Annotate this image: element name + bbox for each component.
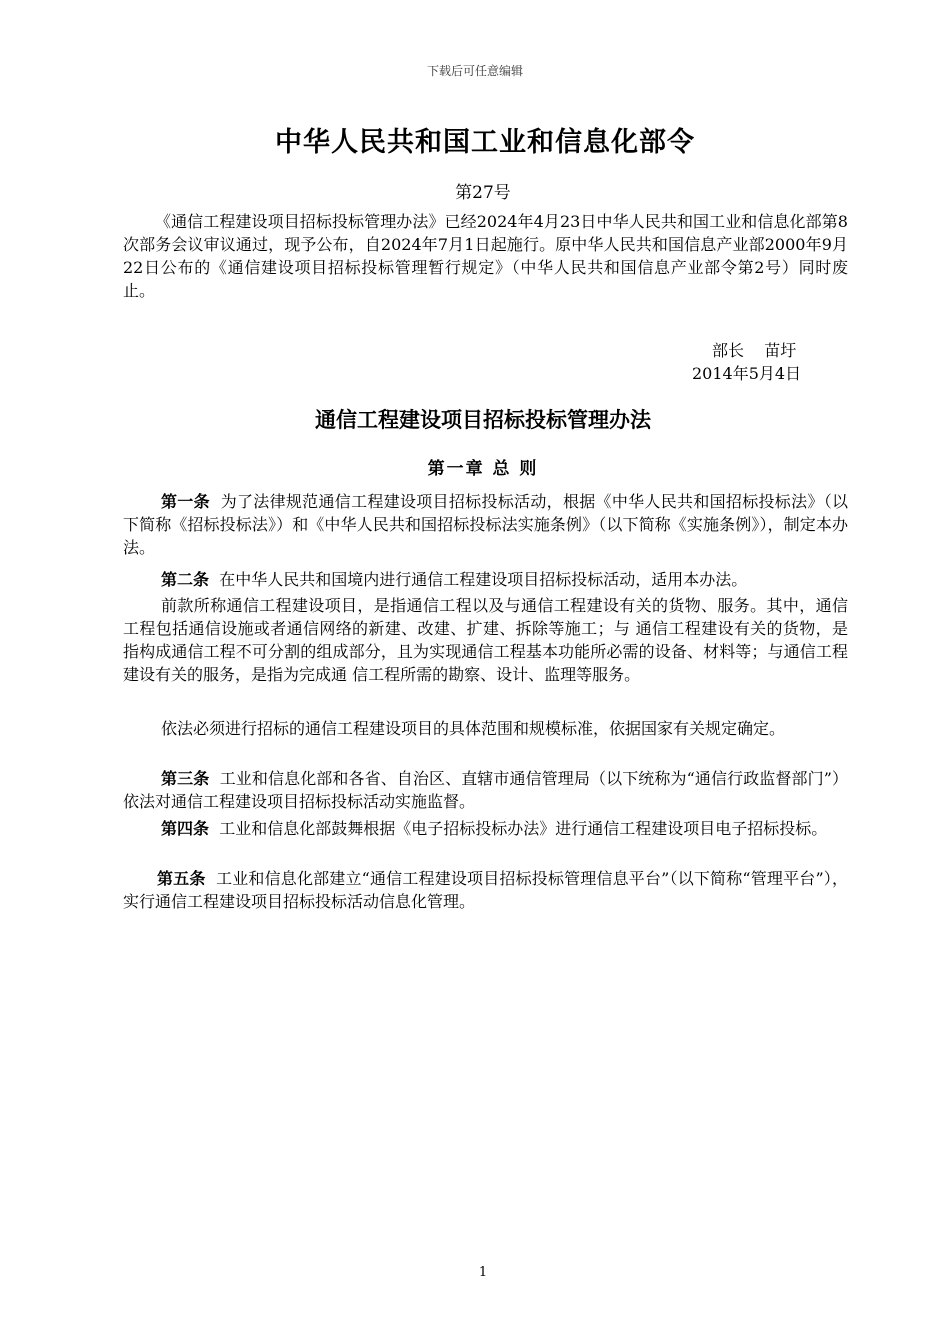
article-1 bbox=[123, 490, 848, 559]
article-label: 第三条 bbox=[161, 769, 210, 788]
regulation-title: 通信工程建设项目招标投标管理办法 bbox=[315, 407, 651, 432]
signature-line bbox=[712, 338, 796, 361]
header-note: 下载后可任意编辑 bbox=[426, 64, 523, 78]
signature-name: 苗圩 bbox=[764, 341, 797, 360]
article-label: 第二条 bbox=[161, 570, 210, 589]
article-2-paragraph-2 bbox=[123, 594, 848, 686]
article-label: 第四条 bbox=[161, 819, 210, 838]
article-4 bbox=[123, 817, 848, 840]
document-number: 第27号 bbox=[455, 183, 511, 203]
article-text: 工业和信息化部建立“通信工程建设项目招标投标管理信息平台”（以下简称“管理平台”），实行通信工程建设项目招标投标活动信息化管理。 bbox=[123, 869, 848, 911]
article-text: 工业和信息化部鼓舞根据《电子招标投标办法》进行通信工程建设项目电子招标投标。 bbox=[219, 819, 828, 838]
preamble-paragraph: 《通信工程建设项目招标投标管理办法》已经2024年4月23日中华人民共和国工业和信息化部第8次部务会议审议通过，现予公布，自2024年7月1日起施行。原中华人民共和国信息产业部2000年9月22日公布的《通信建设项目招标投标管理暂行规定》（中华人民共和国信息产业部令第2号）同时废止。 bbox=[123, 212, 848, 300]
article-text: 依法必须进行招标的通信工程建设项目的具体范围和规模标准，依据国家有关规定确定。 bbox=[161, 719, 786, 738]
chapter-heading: 第一章 总 则 bbox=[427, 459, 539, 479]
article-2 bbox=[123, 568, 848, 591]
article-text: 工业和信息化部和各省、自治区、直辖市通信管理局（以下统称为“通信行政监督部门”）依法对通信工程建设项目招标投标活动实施监督。 bbox=[123, 769, 848, 811]
article-3 bbox=[123, 767, 848, 813]
article-text: 前款所称通信工程建设项目，是指通信工程以及与通信工程建设有关的货物、服务。其中，通信工程包括通信设施或者通信网络的新建、改建、扩建、拆除等施工；与 通信工程建设有关的货物，是指构成通信工程不可分割的组成部分，且为实现通信工程基本功能所必需的设备、材料等；与通信工程建设有关的服务，是指为完成通 信工程所需的勘察、设计、监理等服务。 bbox=[123, 596, 848, 684]
article-2-paragraph-3 bbox=[123, 717, 848, 740]
document-title: 中华人民共和国工业和信息化部令 bbox=[275, 127, 695, 158]
article-5 bbox=[123, 867, 848, 913]
article-text: 在中华人民共和国境内进行通信工程建设项目招标投标活动，适用本办法。 bbox=[219, 570, 748, 589]
article-label: 第一条 bbox=[161, 492, 210, 511]
signature-role: 部长 bbox=[712, 341, 745, 360]
page-number: 1 bbox=[478, 1265, 488, 1280]
article-text: 为了法律规范通信工程建设项目招标投标活动，根据《中华人民共和国招标投标法》（以下简称《招标投标法》）和《中华人民共和国招标投标法实施条例》（以下简称《实施条例》），制定本办法。 bbox=[123, 492, 848, 557]
article-label: 第五条 bbox=[157, 869, 206, 888]
signature-date: 2014年5月4日 bbox=[692, 364, 802, 383]
